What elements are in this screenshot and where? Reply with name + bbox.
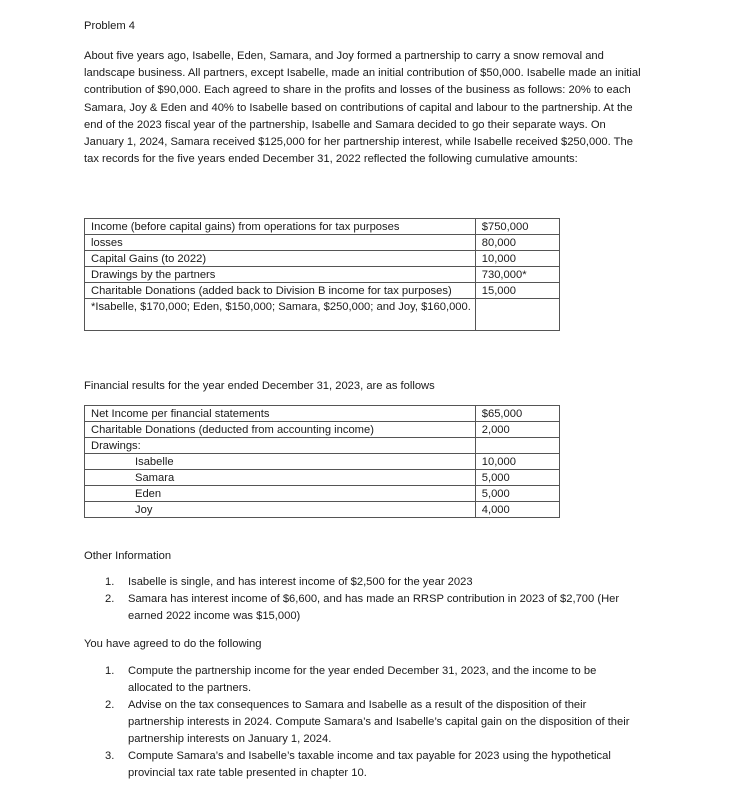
- table-row: [85, 454, 560, 470]
- table-row: [85, 283, 560, 299]
- row-label: Charitable Donations (deducted from accounting income): [85, 422, 476, 438]
- financial-results-caption: Financial results for the year ended December 31, 2023, are as follows: [84, 380, 435, 392]
- row-value: $65,000: [475, 406, 559, 422]
- list-number: 2.: [105, 593, 115, 605]
- tasks-section: [84, 636, 644, 782]
- row-value: 2,000: [475, 422, 559, 438]
- row-value: 730,000*: [475, 267, 559, 283]
- problem-heading: Problem 4: [84, 20, 135, 32]
- row-label: Net Income per financial statements: [85, 406, 476, 422]
- list-item-text: Compute Samara’s and Isabelle’s taxable income and tax payable for 2023 using the hypothetical provincial tax rate table presented in chapter 10.: [128, 750, 611, 779]
- row-label: losses: [85, 235, 476, 251]
- row-value: 5,000: [475, 486, 559, 502]
- other-information-list: [84, 574, 644, 625]
- table-row: [85, 406, 560, 422]
- table-row: [85, 267, 560, 283]
- list-item-text: Samara has interest income of $6,600, and has made an RRSP contribution in 2023 of $2,700 (Her earned 2022 income was $15,000): [128, 593, 620, 622]
- tasks-list: [84, 663, 644, 782]
- list-number: 2.: [105, 699, 115, 711]
- table-row: [85, 470, 560, 486]
- row-value: 15,000: [475, 283, 559, 299]
- row-value: [475, 299, 559, 331]
- list-number: 1.: [105, 576, 115, 588]
- table-row: [85, 235, 560, 251]
- list-item: [84, 697, 644, 748]
- other-information-title: Other Information: [84, 550, 172, 562]
- table-row: [85, 251, 560, 267]
- intro-paragraph: About five years ago, Isabelle, Eden, Samara, and Joy formed a partnership to carry a snow removal and landscape business. All partners, except Isabelle, made an initial contribution of $50,000. Isabelle made an initial contribution of $90,000. Each agreed to share in the profits and losses of the business as follows: 20% to each Samara, Joy & Eden and 40% to Isabelle based on contributions of capital and labour to the partnership. At the end of the 2023 fiscal year of the partnership, Isabelle and Samara decided to go their separate ways. On January 1, 2024, Samara received $125,000 for her partnership interest, while Isabelle received $250,000. The tax records for the five years ended December 31, 2022 reflected the following cumulative amounts:: [84, 50, 641, 166]
- partner-label: Eden: [85, 486, 476, 502]
- table-row: [85, 438, 560, 454]
- partner-label: Joy: [85, 502, 476, 518]
- partner-label: Samara: [85, 470, 476, 486]
- table-row: [85, 422, 560, 438]
- tasks-title: You have agreed to do the following: [84, 638, 262, 650]
- row-value: 4,000: [475, 502, 559, 518]
- financial-results-table: [84, 405, 560, 518]
- row-value: 5,000: [475, 470, 559, 486]
- document-body: [84, 18, 644, 168]
- table-row: [85, 299, 560, 331]
- list-item: [84, 663, 644, 697]
- row-value: $750,000: [475, 219, 559, 235]
- list-item-text: Isabelle is single, and has interest income of $2,500 for the year 2023: [128, 576, 473, 588]
- row-value: 10,000: [475, 454, 559, 470]
- list-item: [84, 748, 644, 782]
- list-item: [84, 591, 644, 625]
- row-label: Drawings:: [85, 438, 476, 454]
- row-label: Income (before capital gains) from operations for tax purposes: [85, 219, 476, 235]
- table-row: [85, 502, 560, 518]
- list-item-text: Compute the partnership income for the year ended December 31, 2023, and the income to be allocated to the partners.: [128, 665, 597, 694]
- cumulative-amounts-table: [84, 218, 560, 331]
- row-value: 80,000: [475, 235, 559, 251]
- row-value: [475, 438, 559, 454]
- row-label: Charitable Donations (added back to Division B income for tax purposes): [85, 283, 476, 299]
- table-row: [85, 219, 560, 235]
- table-row: [85, 486, 560, 502]
- row-label: Drawings by the partners: [85, 267, 476, 283]
- row-label: Capital Gains (to 2022): [85, 251, 476, 267]
- other-information-section: [84, 548, 644, 625]
- list-number: 1.: [105, 665, 115, 677]
- partner-label: Isabelle: [85, 454, 476, 470]
- list-number: 3.: [105, 750, 115, 762]
- list-item: [84, 574, 644, 591]
- row-value: 10,000: [475, 251, 559, 267]
- drawings-footnote: *Isabelle, $170,000; Eden, $150,000; Samara, $250,000; and Joy, $160,000.: [85, 299, 476, 331]
- list-item-text: Advise on the tax consequences to Samara and Isabelle as a result of the disposition of their partnership interests in 2024. Compute Samara’s and Isabelle’s capital gain on the disposition of their partnership interests on January 1, 2024.: [128, 699, 630, 745]
